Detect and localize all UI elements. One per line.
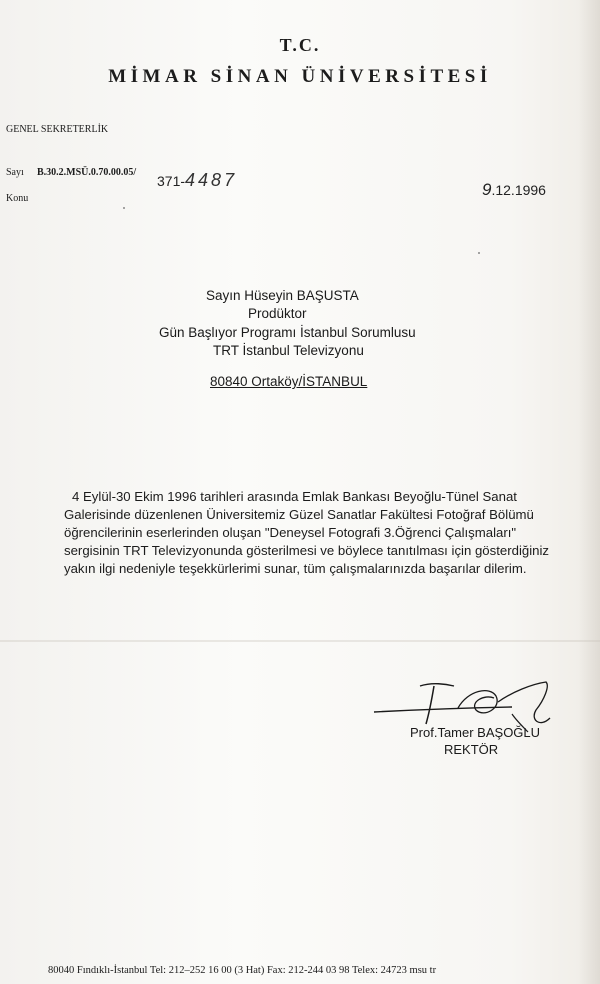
letter-body <box>66 488 566 578</box>
body-line: 4 Eylül-30 Ekim 1996 tarihleri arasında Emlak Bankası Beyoğlu-Tünel Sanat <box>72 489 517 504</box>
body-line: sergisinin TRT Televizyonunda gösterilmesi ve böylece tanıtılması için gösterdiğiniz <box>64 543 549 558</box>
recipient-role: Prodüktor <box>248 306 307 321</box>
reference-number <box>157 170 237 191</box>
body-line: yakın ilgi nedeniyle teşekkürlerimi sunar, tüm çalışmalarınızda başarılar dilerim. <box>64 561 527 576</box>
konu-label: Konu <box>6 193 29 204</box>
scan-speck <box>478 252 480 254</box>
body-line: Galerisinde düzenlenen Üniversitemiz Güzel Sanatlar Fakültesi Fotoğraf Bölümü <box>64 507 534 522</box>
reference-number-prefix: 371- <box>157 173 186 189</box>
letterhead-university: MİMAR SİNAN ÜNİVERSİTESİ <box>108 66 492 87</box>
sayi-value: B.30.2.MSÜ.0.70.00.05/ <box>37 167 137 178</box>
letter-date <box>482 180 546 200</box>
letterhead-republic: T.C. <box>279 35 321 55</box>
body-line: öğrencilerinin eserlerinden oluşan "Deneysel Fotografi 3.Öğrenci Çalışmaları" <box>64 525 517 540</box>
recipient-name: Sayın Hüseyin BAŞUSTA <box>206 288 359 303</box>
date-day-handwritten: 9 <box>482 180 492 199</box>
scan-speck <box>123 207 125 209</box>
reference-number-handwritten: 4487 <box>185 170 238 190</box>
paper-fold-line <box>0 640 600 642</box>
recipient-city: 80840 Ortaköy/İSTANBUL <box>210 374 368 389</box>
scan-edge-shadow <box>578 0 600 984</box>
date-rest: .12.1996 <box>491 182 546 198</box>
recipient-organization: TRT İstanbul Televizyonu <box>213 343 364 358</box>
letterhead-department: GENEL SEKRETERLİK <box>6 124 109 135</box>
signer-name: Prof.Tamer BAŞOĞLU <box>410 725 541 740</box>
sayi-label: Sayı <box>6 167 24 178</box>
footer-contact: 80040 Fındıklı-İstanbul Tel: 212–252 16 00 (3 Hat) Fax: 212-244 03 98 Telex: 24723 msu tr <box>48 965 437 976</box>
signer-title: REKTÖR <box>444 742 499 757</box>
recipient-program: Gün Başlıyor Programı İstanbul Sorumlusu <box>159 325 416 340</box>
